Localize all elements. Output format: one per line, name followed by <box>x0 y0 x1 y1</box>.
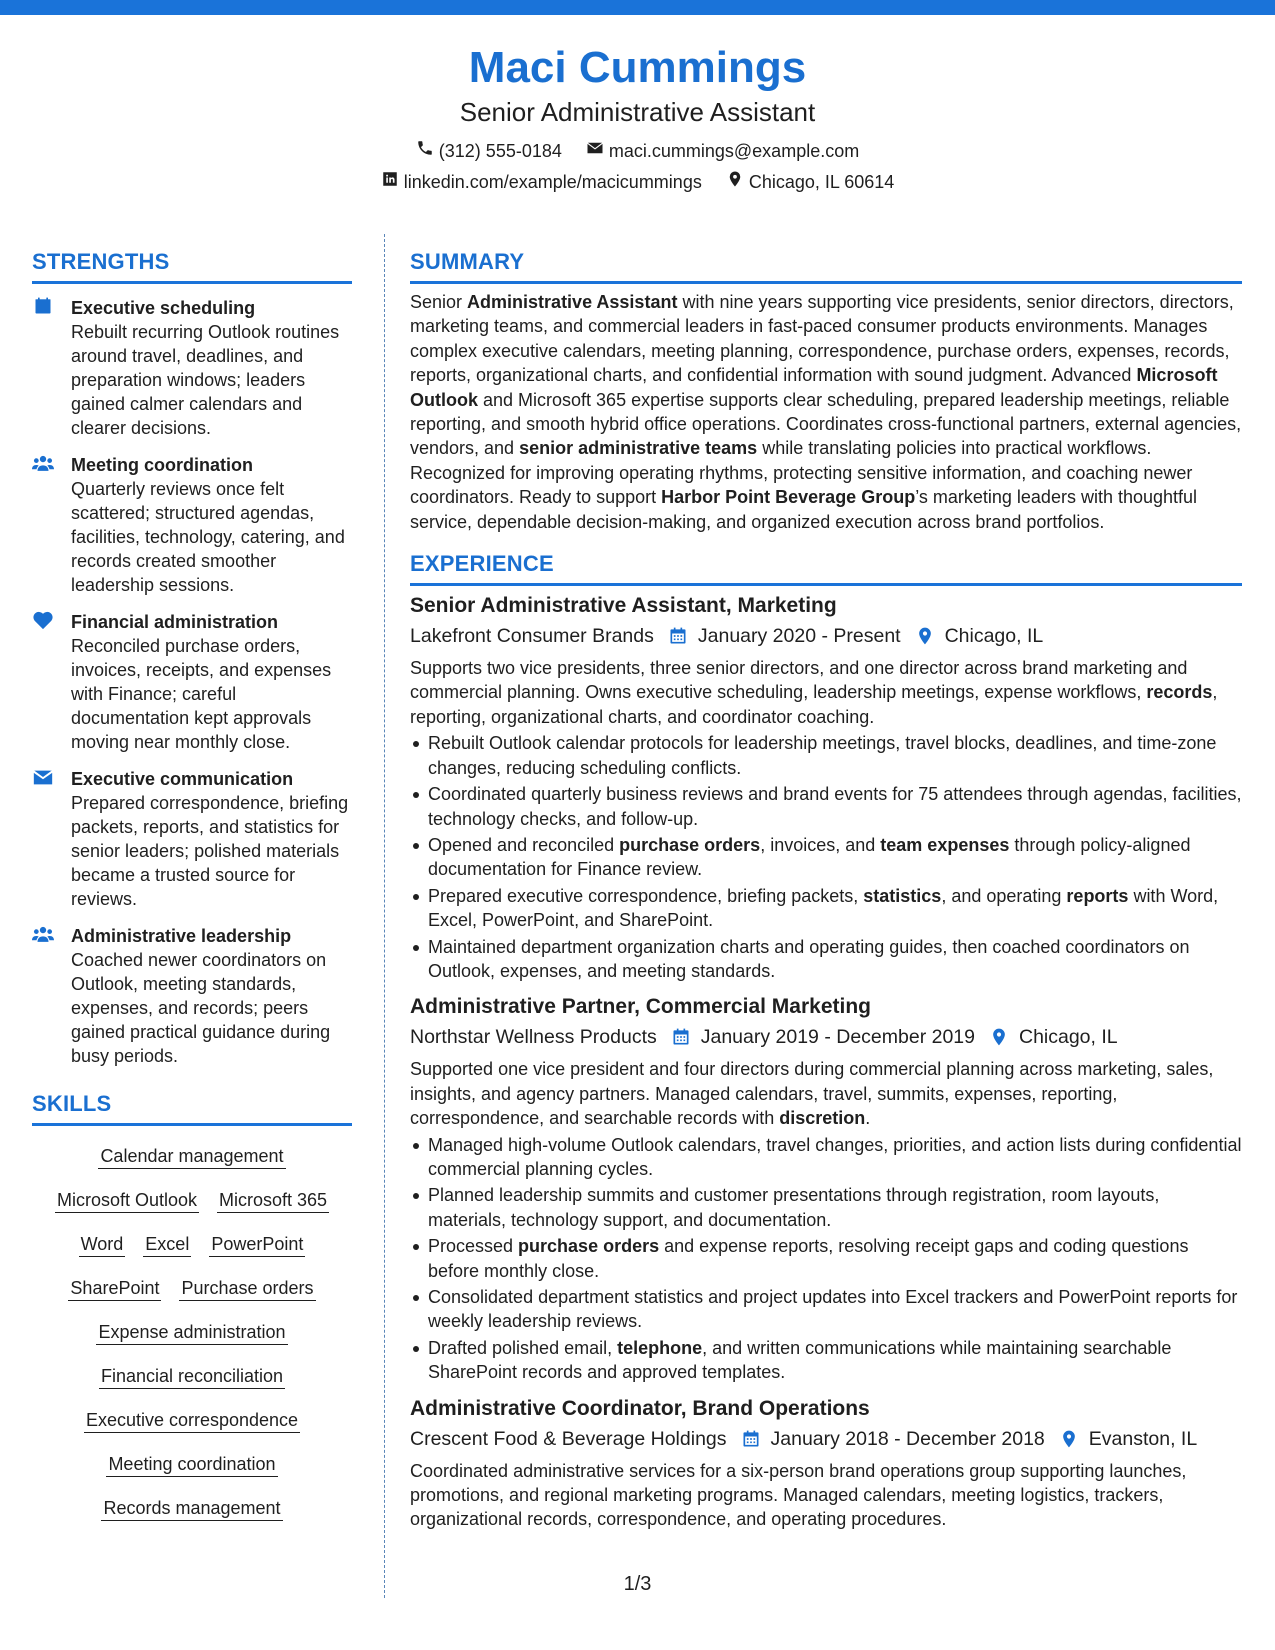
experience-rule <box>410 583 1242 586</box>
strengths-rule <box>32 281 352 284</box>
linkedin-text: linkedin.com/example/macicummings <box>403 172 702 192</box>
text-segment: through policy-aligned documentation for Finance review. <box>428 834 1191 880</box>
calendar-icon <box>727 1429 771 1449</box>
envelope-icon <box>586 139 604 163</box>
bold-text: telephone <box>617 1337 703 1358</box>
bold-text: records <box>1146 682 1213 703</box>
resume-header <box>0 40 1275 194</box>
experience-heading: EXPERIENCE <box>410 551 554 577</box>
email-contact[interactable] <box>586 139 859 163</box>
text-segment: Coordinated quarterly business reviews and brand events for 75 attendees through agendas, facilities, technology checks, and follow-up. <box>428 784 1242 829</box>
bullet-item <box>428 935 1242 984</box>
job-description <box>410 656 1242 729</box>
strength-description: Reconciled purchase orders, invoices, receipts, and expenses with Finance; careful documentation kept approvals moving near monthly close. <box>71 636 332 752</box>
text-segment: , and operating <box>941 885 1067 906</box>
job-dates: January 2018 - December 2018 <box>770 1427 1045 1450</box>
company-name: Crescent Food & Beverage Holdings <box>410 1427 727 1450</box>
job-title: Administrative Coordinator, Brand Operations <box>410 1396 870 1420</box>
summary-heading: SUMMARY <box>410 249 525 274</box>
skill-tag: PowerPoint <box>209 1232 305 1257</box>
skill-row <box>32 1144 352 1169</box>
right-column <box>410 248 1242 1532</box>
skill-tag: Word <box>79 1232 126 1257</box>
summary-rule <box>410 281 1242 284</box>
bold-text: discretion <box>779 1108 866 1129</box>
job-title: Senior Administrative Assistant, Marketing <box>410 594 837 618</box>
bullet-item <box>428 1234 1242 1283</box>
skill-row <box>32 1276 352 1301</box>
text-segment: Maintained department organization charts and operating guides, then coached coordinators on Outlook, expenses, and meeting standards. <box>428 936 1190 981</box>
phone-contact[interactable] <box>416 139 562 163</box>
skill-row <box>32 1232 352 1257</box>
text-segment: Senior <box>410 292 468 312</box>
bold-text: Administrative Assistant <box>467 292 678 312</box>
strength-description: Quarterly reviews once felt scattered; structured agendas, facilities, technology, catering, and records created smoother leadership sessions. <box>71 479 345 595</box>
text-segment: with Word, Excel, PowerPoint, and SharePoint. <box>428 885 1219 931</box>
bullet-item <box>428 884 1242 933</box>
phone-icon <box>416 139 434 163</box>
text-segment: Opened and reconciled <box>428 834 620 855</box>
column-divider <box>384 234 385 1598</box>
job-description <box>410 1459 1242 1532</box>
calendar-icon <box>654 626 698 646</box>
skill-row <box>32 1408 352 1433</box>
text-segment: , reporting, organizational charts, and coordinator coaching. <box>410 682 1218 727</box>
text-segment: with nine years supporting vice presidents, senior directors, directors, marketing teams, and commercial leaders in fast-paced consumer products environments. Manages complex executive calendars, meeting planning, correspondence, purchase orders, expenses, records, reports, organizational charts, and confidential information with sound judgment. Advanced <box>410 292 1234 386</box>
bold-text: purchase orders <box>619 834 761 855</box>
text-segment: , and written communications while maintaining searchable SharePoint records and approved templates. <box>428 1337 1172 1383</box>
strength-title: Financial administration <box>71 612 279 632</box>
job-bullets <box>410 731 1242 983</box>
skill-tag: SharePoint <box>68 1276 161 1301</box>
left-column <box>32 248 352 1540</box>
email-text: maci.cummings@example.com <box>608 141 860 161</box>
strength-description: Rebuilt recurring Outlook routines around travel, deadlines, and preparation windows; leaders gained calmer calendars and clearer decisions. <box>71 322 340 438</box>
skill-tag: Executive correspondence <box>84 1408 300 1433</box>
bullet-item <box>428 1336 1242 1385</box>
job-meta <box>410 1425 1242 1453</box>
skills-heading: SKILLS <box>32 1091 112 1116</box>
location-contact <box>726 170 894 194</box>
strength-item <box>32 924 352 1068</box>
heart-icon <box>32 610 56 632</box>
strength-item <box>32 767 352 911</box>
skill-tag: Meeting coordination <box>106 1452 277 1477</box>
bullet-item <box>428 1133 1242 1182</box>
bold-text: reports <box>1066 885 1129 906</box>
skill-tag: Financial reconciliation <box>99 1364 285 1389</box>
company-name: Northstar Wellness Products <box>410 1026 657 1049</box>
job-description <box>410 1057 1242 1130</box>
contact-row-2 <box>0 170 1275 194</box>
bold-text: purchase orders <box>518 1236 660 1257</box>
skill-tag: Excel <box>143 1232 191 1257</box>
skills-list <box>32 1144 352 1521</box>
job-location: Evanston, IL <box>1088 1427 1198 1450</box>
map-pin-icon <box>975 1027 1019 1047</box>
strength-title: Meeting coordination <box>71 455 253 475</box>
strength-item <box>32 610 352 754</box>
skill-tag: Purchase orders <box>179 1276 315 1301</box>
skill-row <box>32 1364 352 1389</box>
job-entry <box>410 1395 1242 1532</box>
strengths-heading: STRENGTHS <box>32 249 170 274</box>
skill-row <box>32 1320 352 1345</box>
job-location: Chicago, IL <box>1018 1026 1118 1049</box>
text-segment: Coordinated administrative services for a six-person brand operations group supporting launches, promotions, and regional marketing programs. Managed calendars, meeting logistics, trackers, organizational records, correspondence, and operating procedures. <box>410 1460 1187 1530</box>
text-segment: Managed high-volume Outlook calendars, travel changes, priorities, and action lists during confidential commercial planning cycles. <box>428 1134 1242 1179</box>
bullet-item <box>428 1285 1242 1334</box>
text-segment: and Microsoft 365 expertise supports clear scheduling, prepared leadership meetings, reliable reporting, and smooth hybrid office operations. Coordinates cross-functional partners, external agencies, vendors, and <box>410 389 1242 459</box>
bullet-item <box>428 782 1242 831</box>
skill-row <box>32 1496 352 1521</box>
bold-text: team expenses <box>880 834 1010 855</box>
skill-tag: Microsoft 365 <box>217 1188 329 1213</box>
strength-title: Executive communication <box>71 769 294 789</box>
bold-text: statistics <box>863 885 942 906</box>
text-segment: Supports two vice presidents, three senior directors, and one director across brand marketing and commercial planning. Owns executive scheduling, leadership meetings, expense workflows, <box>410 658 1188 703</box>
text-segment: Processed <box>428 1236 519 1257</box>
bullet-item <box>428 833 1242 882</box>
job-entry <box>410 592 1242 983</box>
map-pin-icon <box>1045 1429 1089 1449</box>
contact-row-1 <box>0 139 1275 163</box>
envelope-icon <box>32 767 56 789</box>
skill-row <box>32 1452 352 1477</box>
skill-tag: Microsoft Outlook <box>55 1188 199 1213</box>
text-segment: Drafted polished email, <box>428 1337 618 1358</box>
text-segment: and expense reports, resolving receipt gaps and coding questions before monthly close. <box>428 1236 1189 1281</box>
text-segment: Rebuilt Outlook calendar protocols for leadership meetings, travel blocks, deadlines, and time-zone changes, reducing scheduling conflicts. <box>428 733 1217 778</box>
map-pin-icon <box>726 170 744 194</box>
bold-text: senior administrative teams <box>519 438 758 459</box>
strength-title: Administrative leadership <box>71 926 292 946</box>
skill-row <box>32 1188 352 1213</box>
strength-item <box>32 453 352 597</box>
page-number: 1/3 <box>623 1573 652 1595</box>
text-segment: ’s marketing leaders with thoughtful service, dependable decision-making, and organized execution across brand portfolios. <box>410 487 1198 532</box>
text-segment: Consolidated department statistics and project updates into Excel trackers and PowerPoint reports for weekly leadership reviews. <box>428 1287 1238 1332</box>
strength-description: Prepared correspondence, briefing packets, reports, and statistics for senior leaders; polished materials became a trusted source for reviews. <box>71 793 349 909</box>
calendar-icon <box>32 296 56 318</box>
company-name: Lakefront Consumer Brands <box>410 625 654 648</box>
phone-text: (312) 555-0184 <box>438 141 562 161</box>
candidate-name: Maci Cummings <box>468 43 807 92</box>
strength-item <box>32 296 352 440</box>
text-segment: Prepared executive correspondence, briefing packets, <box>428 885 864 906</box>
job-entry <box>410 993 1242 1384</box>
job-meta <box>410 622 1242 650</box>
job-dates: January 2019 - December 2019 <box>700 1026 975 1049</box>
users-icon <box>32 924 56 946</box>
linkedin-contact[interactable] <box>381 170 702 194</box>
skill-tag: Calendar management <box>98 1144 285 1169</box>
calendar-icon <box>657 1027 701 1047</box>
job-meta <box>410 1023 1242 1051</box>
job-bullets <box>410 1133 1242 1385</box>
summary-text <box>410 290 1242 534</box>
top-accent-bar <box>0 0 1275 15</box>
skill-tag: Expense administration <box>96 1320 287 1345</box>
strengths-list <box>32 296 352 1068</box>
map-pin-icon <box>901 626 945 646</box>
bullet-item <box>428 731 1242 780</box>
bold-text: Microsoft Outlook <box>410 365 1218 410</box>
bold-text: Harbor Point Beverage Group <box>661 487 916 508</box>
bullet-item <box>428 1183 1242 1232</box>
users-icon <box>32 453 56 475</box>
text-segment: . <box>865 1108 871 1129</box>
text-segment: while translating policies into practical workflows. Recognized for improving operating rhythms, protecting sensitive information, and coaching newer coordinators. Ready to support <box>410 438 1193 508</box>
job-title: Administrative Partner, Commercial Marketing <box>410 995 871 1019</box>
job-location: Chicago, IL <box>944 625 1044 648</box>
experience-list <box>410 592 1242 1532</box>
candidate-title: Senior Administrative Assistant <box>459 97 816 127</box>
linkedin-icon <box>381 170 399 194</box>
strength-title: Executive scheduling <box>71 298 256 318</box>
skill-tag: Records management <box>101 1496 282 1521</box>
strength-description: Coached newer coordinators on Outlook, meeting standards, expenses, and records; peers gained practical guidance during busy periods. <box>71 950 331 1066</box>
text-segment: , invoices, and <box>760 834 881 855</box>
job-dates: January 2020 - Present <box>697 625 901 648</box>
text-segment: Supported one vice president and four directors during commercial planning across marketing, sales, insights, and agency partners. Managed calendars, travel, summits, expenses, reporting, correspondence, and searchable records with <box>410 1059 1214 1129</box>
text-segment: Planned leadership summits and customer presentations through registration, room layouts, materials, technology support, and documentation. <box>428 1185 1160 1230</box>
skills-rule <box>32 1123 352 1126</box>
location-text: Chicago, IL 60614 <box>748 172 895 192</box>
